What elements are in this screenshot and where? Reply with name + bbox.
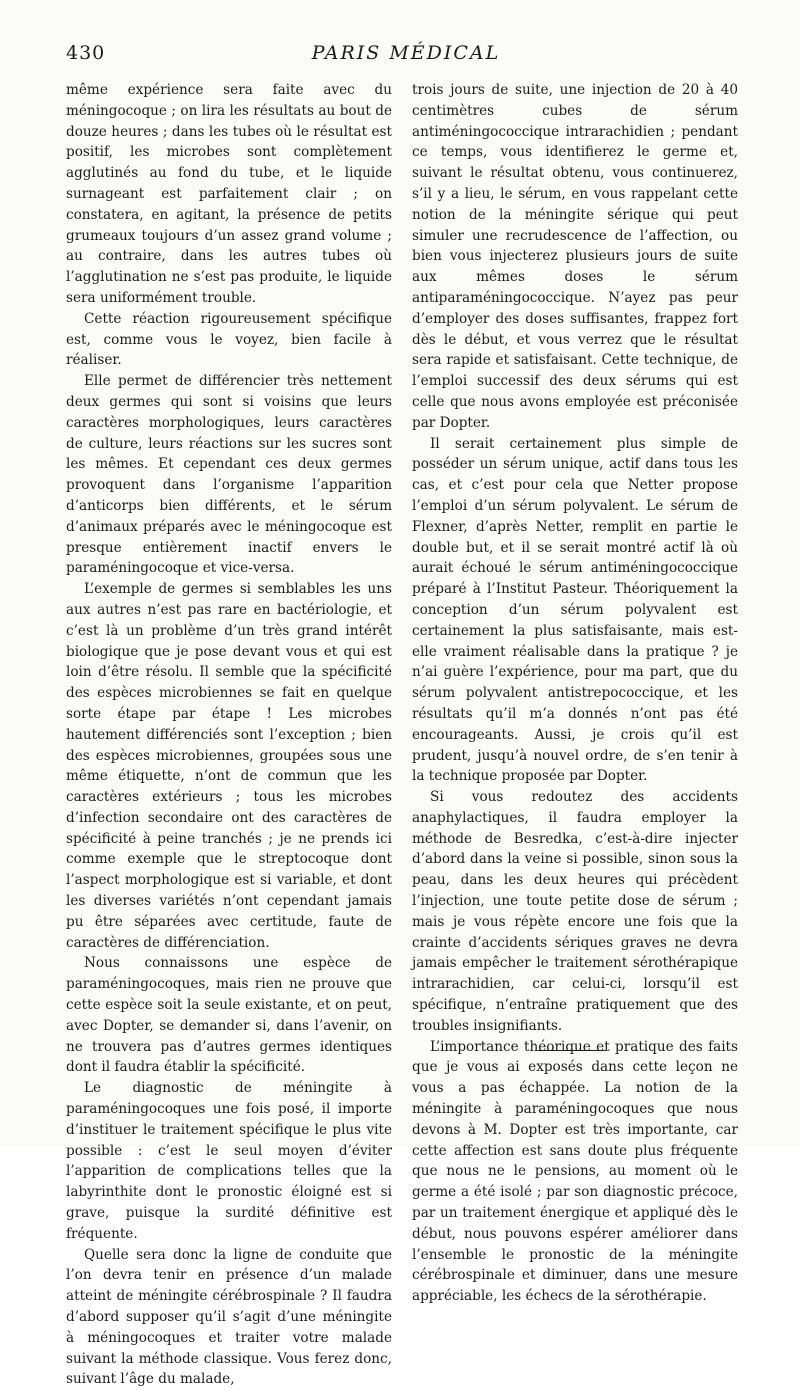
right-paragraph-1: trois jours de suite, une injection de 20 à 40 centimètres cubes de sérum antiméningococcique intrarachidien ; pendant ce temps, vous identifierez le germe et, suivant le résultat obtenu, vous continuerez, s’il y a lieu, le sérum, en vous rappelant cette notion de la méningite sérique qui peut simuler une recrudescence de l’affection, ou bien vous injecterez plusieurs jours de suite aux mêmes doses le sérum antiparaméningococcique. N’ayez pas peur d’employer des doses suffisantes, frappez fort dès le début, et vous verrez que le résultat sera rapide et satisfaisant. Cette technique, de l’emploi successif des deux sérums qui est celle que nous avons employée est préconisée par Dopter. xyxy=(412,82,738,431)
left-paragraph-7: Quelle sera donc la ligne de conduite que l’on devra tenir en présence d’un malade atteint de méningite cérébrospinale ? Il faudra d’abord supposer qu’il s’agit d’une méningite à méningocoques et traiter votre malade suivant la méthode classique. Vous ferez donc, suivant l’âge du malade, xyxy=(66,1246,392,1388)
end-of-article-rule xyxy=(538,1050,606,1051)
left-paragraph-1: même expérience sera faite avec du méningocoque ; on lira les résultats au bout de douze heures ; dans les tubes où le résultat est positif, les microbes sont complètement agglutinés au fond du tube, et le liquide surnageant est parfaitement clair ; on constatera, en agitant, la présence de petits grumeaux toujours d’un assez grand volume ; au contraire, dans les autres tubes où l’agglutination ne s’est pas produite, le liquide sera uniformément trouble. xyxy=(66,82,392,306)
right-paragraph-4: L’importance théorique et pratique des faits que je vous ai exposés dans cette leçon ne vous a pas échappée. La notion de la méningite à paraméningocoques que nous devons à M. Dopter est très importante, car cette affection est sans doute plus fréquente que nous ne le pensions, au moment où le germe a été isolé ; par son diagnostic précoce, par un traitement énergique et appliqué dès le début, nous pouvons espérer améliorer dans l’ensemble le pronostic de la méningite cérébrospinale et diminuer, dans une mesure appréciable, les échecs de la sérothérapie. xyxy=(412,1038,738,1305)
left-column xyxy=(66,80,392,1390)
right-paragraph-2: Il serait certainement plus simple de posséder un sérum unique, actif dans tous les cas, et c’est pour cela que Netter propose l’emploi d’un sérum polyvalent. Le sérum de Flexner, d’après Netter, remplit en partie le double but, et il se serait montré actif là où aurait échoué le sérum antiméningococcique préparé à l’Institut Pasteur. Théoriquement la conception d’un sérum polyvalent est certainement la plus satisfaisante, mais est-elle vraiment réalisable dans la pratique ? je n’ai guère l’expérience, pour ma part, que du sérum polyvalent antistrepococcique, et les résultats qu’il m’a donnés n’ont pas été encourageants. Aussi, je crois qu’il est prudent, jusqu’à nouvel ordre, de s’en tenir à la technique proposée par Dopter. xyxy=(412,435,738,785)
left-paragraph-4: L’exemple de germes si semblables les uns aux autres n’est pas rare en bactériologie, et c’est là un problème d’un très grand intérêt biologique que je pose devant vous et qui est loin d’être résolu. Il semble que la spécificité des espèces microbiennes se fait en quelque sorte étape par étape ! Les microbes hautement différenciés sont l’exception ; bien des espèces microbiennes, groupées sous une même étiquette, n’ont de commun que les caractères extérieurs ; tous les microbes d’infection secondaire ont des caractères de spécificité à peine tranchés ; je ne prends ici comme exemple que le streptocoque dont l’aspect morphologique est si variable, et dont les diverses variétés n’ont cependant jamais pu être séparées avec certitude, faute de caractères de différenciation. xyxy=(66,581,392,951)
left-paragraph-3: Elle permet de différencier très nettement deux germes qui sont si voisins que leurs caractères morphologiques, leurs caractères de culture, leurs réactions sur les sucres sont les mêmes. Et cependant ces deux germes provoquent dans l’organisme l’apparition d’anticorps bien différents, et le sérum d’animaux préparés avec le méningocoque est presque entièrement inactif envers le paraméningocoque et vice-versa. xyxy=(66,373,392,577)
left-paragraph-5: Nous connaissons une espèce de paraméningocoques, mais rien ne prouve que cette espèce soit la seule existante, et on peut, avec Dopter, se demander si, dans l’avenir, on ne trouvera pas d’autres germes identiques dont il faudra établir la spécificité. xyxy=(66,955,392,1076)
right-paragraph-3: Si vous redoutez des accidents anaphylactiques, il faudra employer la méthode de Besredka, c’est-à-dire injecter d’abord dans la veine si possible, sinon sous la peau, dans les deux heures qui précèdent l’injection, une toute petite dose de sérum ; mais je vous répète encore une fois que la crainte d’accidents sériques graves ne devra jamais empêcher le traitement sérothérapique intrarachidien, car celui-ci, lorsqu’il est spécifique, n’entraîne pratiquement que des troubles insignifiants. xyxy=(412,789,738,1034)
left-paragraph-6: Le diagnostic de méningite à paraméningocoques une fois posé, il importe d’instituer le traitement spécifique le plus vite possible : c’est le seul moyen d’éviter l’apparition de complications telles que la labyrinthite dont le pronostic éloigné est si grave, puisque la surdité définitive est fréquente. xyxy=(66,1080,392,1242)
left-paragraph-2: Cette réaction rigoureusement spécifique est, comme vous le voyez, bien facile à réaliser. xyxy=(66,310,392,369)
page-header xyxy=(66,42,746,72)
right-column xyxy=(412,80,738,1307)
journal-title: PARIS MÉDICAL xyxy=(311,42,501,64)
page-number: 430 xyxy=(66,42,106,64)
